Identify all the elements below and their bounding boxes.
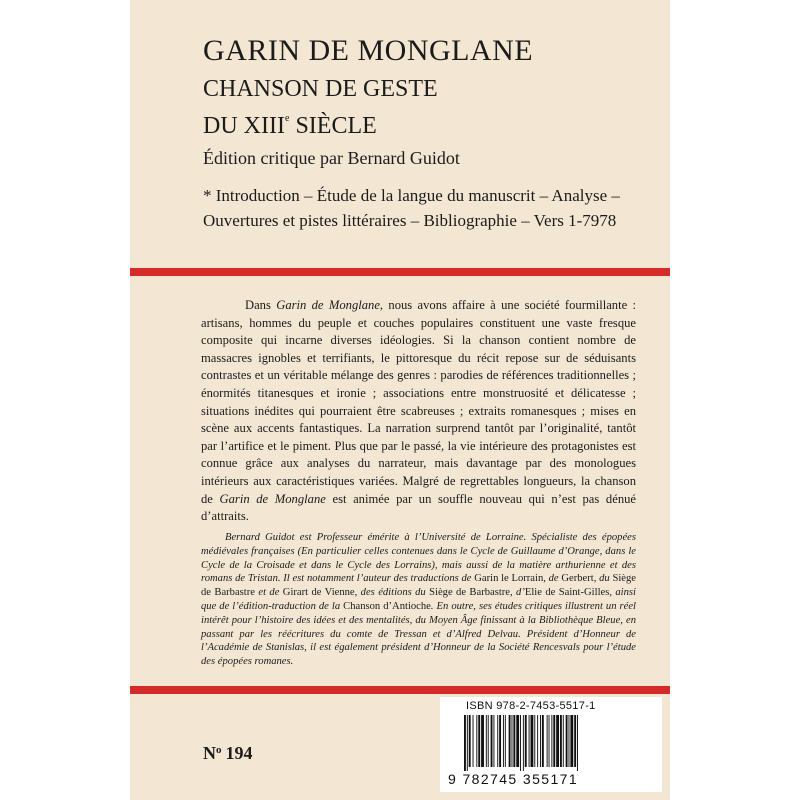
barcode-bar <box>542 715 544 767</box>
barcode-bar <box>547 715 548 767</box>
barcode-bar <box>497 715 498 767</box>
barcode-bar <box>499 715 501 767</box>
barcode-bars <box>462 715 642 771</box>
book-back-cover <box>130 0 670 800</box>
barcode-bar <box>574 715 576 767</box>
red-divider-top <box>130 268 670 276</box>
contents-line-1: * Introduction – Étude de la langue du manuscrit – Analyse – <box>203 186 620 205</box>
barcode-bar <box>469 715 471 767</box>
barcode-bar <box>513 715 515 767</box>
barcode-bar <box>467 715 468 771</box>
isbn-label: ISBN 978-2-7453-5517-1 <box>466 700 596 712</box>
barcode-bar <box>553 715 555 767</box>
barcode-bar <box>481 715 484 767</box>
barcode-bar <box>503 715 504 767</box>
barcode-bar <box>566 715 568 767</box>
author-biography: Bernard Guidot est Professeur émérite à l’Université de Lorraine. Spécialiste des épopées médiévales françaises (En particulier celles contenues dans le Cycle de Guillaume d’Orange, dans le Cycle de la Croisade et dans le Cycle des Lorrains), mais aussi de la matière arthurienne et des romans de Tristan. Il est notamment l’auteur des traductions de Garin le Lorrain, de Gerbert, du Siège de Barbastre et de Girart de Vienne, des éditions du Siège de Barbastre, d’Elie de Saint-Gilles, ainsi que de l’édition-traduction de la Chanson d’Antioche. En outre, ses études critiques illustrent un réel intérêt pour l’histoire des idées et des mentalités, du Moyen Âge finissant à la Bibliothèque Bleue, en passant par les réécritures du comte de Tressan et d’Alfred Delvau. Président d’Honneur de l’Académie de Stanislas, il est également président d’Honneur de la Société Rencesvals pour l’étude des épopées romanes. <box>201 532 636 668</box>
isbn-barcode <box>440 697 662 792</box>
barcode-bar <box>549 715 550 767</box>
barcode-bar <box>493 715 494 767</box>
barcode-bar <box>505 715 506 767</box>
barcode-bar <box>577 715 578 771</box>
subtitle-line-2 <box>203 104 438 141</box>
contents-line-2: Ouvertures et pistes littéraires – Bibliographie – Vers 1-7978 <box>203 211 617 230</box>
barcode-bar <box>531 715 534 767</box>
barcode-bar <box>488 715 489 767</box>
barcode-bar <box>563 715 564 767</box>
barcode-bar <box>464 715 466 771</box>
barcode-number: 9 782745 355171 <box>448 771 578 787</box>
barcode-bar <box>540 715 541 767</box>
series-number: $N^o$ 194 <box>203 743 253 763</box>
volume-contents <box>203 183 653 233</box>
barcode-bar <box>476 715 477 767</box>
work-title-italic: Garin de Monglane <box>276 298 380 312</box>
barcode-bar <box>551 715 552 767</box>
book-title: GARIN DE MONGLANE <box>203 34 534 67</box>
barcode-bar <box>523 715 524 771</box>
barcode-bar <box>509 715 511 767</box>
barcode-bar <box>570 715 573 767</box>
barcode-bar <box>520 715 521 771</box>
barcode-bar <box>534 715 535 767</box>
barcode-bar <box>556 715 559 767</box>
barcode-bar <box>569 715 570 767</box>
barcode-bar <box>478 715 480 767</box>
editor-credit: Édition critique par Bernard Guidot <box>203 148 460 168</box>
barcode-bar <box>529 715 530 767</box>
barcode-bar <box>537 715 538 767</box>
description-paragraph: Dans Garin de Monglane, nous avons affaire à une société fourmillante : artisans, hommes du peuple et couches populaires constituent une vaste fresque composite qui incarne diverses idéologies. Si la chanson contient nombre de massacres ignobles et terrifiants, le pittoresque du récit repose sur de séduisants contrastes et un véritable mélange des genres : parodies de références traditionnelles ; énormités titanesques et ironie ; associations entre monstruosité et délicatesse ; situations inédites qui pourraient être scabreuses ; extraits romanesques ; mises en scène aux accents fantastiques. La narration surprend tantôt par l’originalité, tantôt par l’artifice et le piment. Plus que par le passé, la vie intérieure des protagonistes est connue grâce aux analyses du narrateur, mais davantage par des monologues intérieurs aux caractéristiques variées. Malgré de regrettables longueurs, la chanson de Garin de Monglane est animée par un souffle nouveau qui n’est pas dénué d’attraits. <box>201 298 636 524</box>
subtitle-century: DU XIII <box>203 113 285 139</box>
barcode-bar <box>516 715 519 767</box>
barcode-bar <box>560 715 562 767</box>
subtitle-line-1: CHANSON DE GESTE <box>203 76 438 102</box>
barcode-bar <box>486 715 487 767</box>
barcode-bar <box>512 715 513 767</box>
barcode-bar <box>473 715 474 767</box>
red-divider-bottom <box>130 686 670 694</box>
barcode-bar <box>525 715 527 767</box>
work-title-italic: Garin de Monglane <box>219 491 326 506</box>
subtitle-siecle: SIÈCLE <box>295 113 377 139</box>
barcode-bar <box>491 715 493 767</box>
subtitle-superscript: e <box>284 113 290 124</box>
book-subtitle <box>203 74 438 141</box>
